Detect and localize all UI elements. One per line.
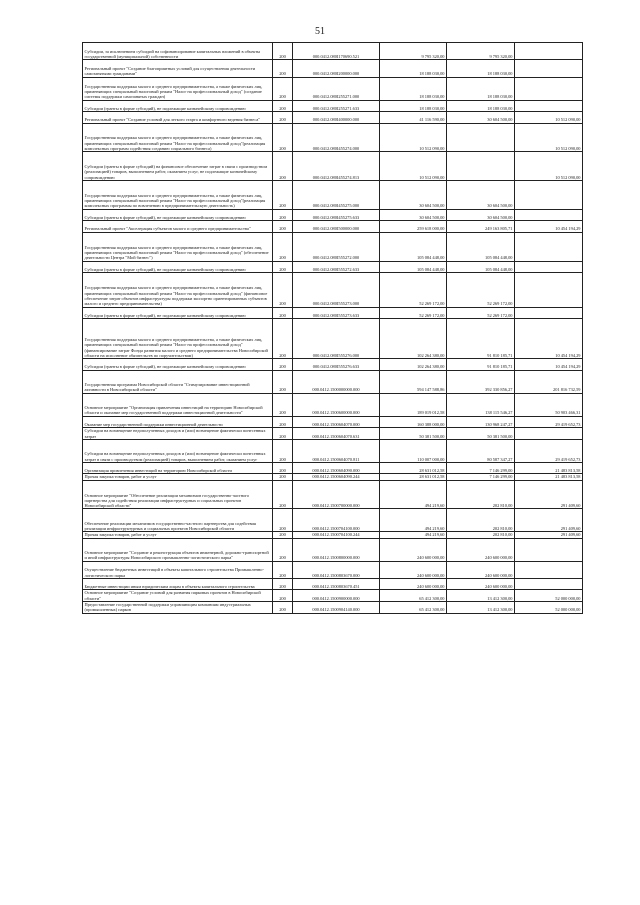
cell-v1: 240 600 000,00 [380,578,447,590]
cell-name: Государственная поддержка малого и среднего предпринимательства, а также физических лиц, применяющих специальный налоговый режим "Налог на профессиональный доход" (создание системы поддержки самозанятых граждан) [83,77,273,100]
cell-name: Государственная поддержка малого и среднего предпринимательства, а также физических лиц, применяющих специальный налоговый режим "Налог на профессиональный доход"(реализация комплексных программы по вовлечению в предпринимательскую деятельность) [83,181,273,210]
cell-code: 200 [273,578,293,590]
cell-v1: 105 084 448,00 [380,261,447,273]
table-row [83,112,583,124]
cell-v3: 201 816 732,59 [515,370,583,393]
cell-name: Региональный проект "Акселерация субъектов малого и среднего предпринимательства" [83,221,273,233]
cell-name: Государственная поддержка малого и среднего предпринимательства, а также физических лиц, применяющих специальный налоговый режим "Налог на профессиональный доход" (финансирование затрат Фонда развития малого и среднего предпринимательства Новосибирской области на исполнение обязательств по поручительствам) [83,319,273,359]
cell-code: 200 [273,428,293,440]
cell-v3: 10 512 090,00 [515,152,583,181]
cell-v1: 105 084 448,00 [380,232,447,261]
cell-v3 [515,561,583,578]
cell-v2: 80 587 347,27 [447,439,515,462]
cell-name: Государственная поддержка малого и среднего предпринимательства, а также физических лиц, применяющих специальный налоговый режим "Налог на профессиональный доход"(реализация комплексных программ cодействия созданию социального бизнеса) [83,123,273,152]
cell-name: Субсидии (гранты в форме субсидий), не подлежащие казначейскому сопровождению [83,100,273,112]
table-row [83,100,583,112]
table-row [83,428,583,440]
cell-v3 [515,273,583,308]
table-row [83,462,583,474]
cell-v3 [515,538,583,561]
cell-v3 [515,60,583,77]
table-row [83,181,583,210]
cell-v3 [515,181,583,210]
budget-table-body [83,43,583,614]
table-row [83,416,583,428]
cell-kcsr: 000.0412.1500800000.000 [293,538,380,561]
cell-v1: 110 007 000,00 [380,439,447,462]
cell-v2: 138 115 546,27 [447,393,515,416]
cell-v2: 30 604 500,00 [447,181,515,210]
cell-v3 [515,43,583,60]
cell-code: 200 [273,307,293,319]
cell-kcsr: 000.0412.080I455275.000 [293,181,380,210]
cell-v1: 494 219,60 [380,480,447,509]
cell-v2: 105 084 448,00 [447,232,515,261]
cell-v2: 202 810,00 [447,509,515,532]
cell-name: Субсидии на возмещение недополученных доходов и (или) возмещение фактически понесенных затрат в связи с производством (реализацией) товаров, выполнением работ, оказанием услуг [83,439,273,462]
cell-kcsr: 000.0412.080I555276.633 [293,359,380,371]
cell-kcsr: 000.0412.1500604090.000 [293,462,380,474]
cell-v1: 240 600 000,00 [380,538,447,561]
cell-v2: 240 600 000,00 [447,538,515,561]
cell-name: Субсидии (гранты в форме субсидий), не подлежащие казначейскому сопровождению [83,209,273,221]
cell-v1: 240 600 000,00 [380,561,447,578]
cell-code: 200 [273,590,293,602]
cell-v3 [515,100,583,112]
cell-code: 200 [273,261,293,273]
table-row [83,77,583,100]
table-row [83,319,583,359]
cell-code: 200 [273,602,293,614]
cell-v1: 18 188 030,00 [380,77,447,100]
cell-kcsr: 000.0412.1500900000.000 [293,590,380,602]
cell-code: 200 [273,319,293,359]
cell-name: Субсидии (гранты в форме субсидий), не подлежащие казначейскому сопровождению [83,359,273,371]
cell-v1: 50 381 500,00 [380,428,447,440]
table-row [83,307,583,319]
cell-v3 [515,232,583,261]
cell-v2: 105 084 448,00 [447,261,515,273]
table-row [83,561,583,578]
cell-kcsr: 000.0412.080I555272.000 [293,232,380,261]
table-row [83,221,583,233]
cell-kcsr: 000.0412.1500904140.000 [293,602,380,614]
cell-name: Основное мероприятие "Создание и реконструкция объектов инженерной, дорожно-транспортной и иной инфраструктуры Новосибирского промышленно-логистического парка" [83,538,273,561]
cell-code: 200 [273,43,293,60]
cell-v2: 18 188 030,00 [447,77,515,100]
cell-v3: 291 409,60 [515,509,583,532]
cell-v2: 202 810,00 [447,532,515,538]
cell-name: Предоставление государственной поддержки управляющим компаниям индустриальных (промышленных) парков [83,602,273,614]
cell-v3 [515,209,583,221]
cell-code: 200 [273,273,293,308]
cell-kcsr: 000.0412.1500604090.244 [293,474,380,480]
cell-code: 200 [273,77,293,100]
cell-v3: 50 903 466,31 [515,393,583,416]
cell-code: 200 [273,232,293,261]
cell-v1: 494 219,60 [380,532,447,538]
cell-code: 200 [273,462,293,474]
cell-code: 200 [273,532,293,538]
cell-name: Организация привлечения инвестиций на территорию Новосибирской области [83,462,273,474]
cell-v3: 291 409,60 [515,480,583,509]
cell-v1: 41 116 590,00 [380,112,447,124]
cell-name: Субсидии на возмещение недополученных доходов и (или) возмещение фактически понесенных затрат [83,428,273,440]
cell-v2: 30 604 500,00 [447,209,515,221]
cell-v1: 10 512 090,00 [380,152,447,181]
table-row [83,152,583,181]
cell-name: Региональный проект "Создание благоприятных условий для осуществления деятельности самозанятыми гражданами" [83,60,273,77]
table-row [83,393,583,416]
cell-v3 [515,307,583,319]
cell-name: Бюджетные инвестиции иным юридическим лицам в объекты капитального строительства [83,578,273,590]
cell-v1: 594 147 588,86 [380,370,447,393]
table-row [83,538,583,561]
cell-code: 200 [273,181,293,210]
cell-v2: 240 600 000,00 [447,561,515,578]
cell-v2: 30 604 500,00 [447,112,515,124]
cell-v1: 160 388 000,00 [380,416,447,428]
cell-v1: 65 412 300,00 [380,602,447,614]
cell-v1: 102 264 380,00 [380,319,447,359]
cell-name: Основное мероприятие "Обеспечение реализации механизмов государственно-частного партнерства для содействия реализации инфраструктурных и социальных проектов Новосибирской области" [83,480,273,509]
cell-v2: 52 269 172,00 [447,273,515,308]
cell-v2: 91 810 185,71 [447,319,515,359]
cell-v1: 494 219,60 [380,509,447,532]
cell-v3: 29 419 652,73 [515,439,583,462]
cell-kcsr: 000.0412.080I455274.813 [293,152,380,181]
cell-code: 200 [273,416,293,428]
cell-kcsr: 000.0412.080I170690.521 [293,43,380,60]
table-row [83,590,583,602]
cell-v2 [447,152,515,181]
cell-v1: 65 412 300,00 [380,590,447,602]
table-row [83,578,583,590]
cell-v3: 52 000 000,00 [515,590,583,602]
cell-kcsr: 000.0412.1500700000.000 [293,480,380,509]
table-row [83,509,583,532]
cell-v1: 9 795 320,00 [380,43,447,60]
cell-code: 200 [273,480,293,509]
cell-kcsr: 000.0412.1500600000.000 [293,393,380,416]
cell-kcsr: 000.0412.1500803670.000 [293,561,380,578]
cell-kcsr: 000.0412.1500000000.000 [293,370,380,393]
cell-kcsr: 000.0412.080I555273.000 [293,273,380,308]
cell-name: Региональный проект "Создание условий для легкого старта и комфортного ведения бизнеса" [83,112,273,124]
budget-table [82,42,583,614]
cell-v1: 28 631 012,58 [380,474,447,480]
cell-v2: 392 330 856,27 [447,370,515,393]
table-row [83,209,583,221]
cell-code: 200 [273,209,293,221]
table-row [83,359,583,371]
cell-kcsr: 000.0412.080I455275.633 [293,209,380,221]
cell-kcsr: 000.0412.1500604070.811 [293,439,380,462]
cell-v3: 29 419 652,73 [515,416,583,428]
cell-code: 200 [273,538,293,561]
cell-v2 [447,123,515,152]
cell-v2: 9 795 320,00 [447,43,515,60]
cell-v3 [515,428,583,440]
table-row [83,480,583,509]
cell-v2: 18 188 030,00 [447,60,515,77]
cell-name: Субсидии (гранты в форме субсидий), не подлежащие казначейскому сопровождению [83,261,273,273]
cell-kcsr: 000.0412.1500604070.631 [293,428,380,440]
cell-v3: 21 483 813,58 [515,474,583,480]
cell-code: 200 [273,112,293,124]
page-number: 51 [315,26,325,37]
table-row [83,602,583,614]
cell-v2: 7 146 299,00 [447,474,515,480]
cell-name: Государственная поддержка малого и среднего предпринимательства, а также физических лиц, применяющих специальный налоговый режим "Налог на профессиональный доход" (финансовое обеспечение затрат объектов инфраструктуры поддержки экспортно ориентированных субъектов малого и среднего предпринимательства) [83,273,273,308]
cell-v2: 52 269 172,00 [447,307,515,319]
cell-name: Обеспечение реализации механизмов государственно-частного партнерства для содействия реализации инфраструктурных и социальных проектов Новосибирской области [83,509,273,532]
cell-v3: 291 409,60 [515,532,583,538]
cell-code: 200 [273,221,293,233]
cell-name: Субсидии (гранты в форме субсидий) на финансовое обеспечение затрат в связи с производством (реализацией) товаров, выполнением работ, оказанием услуг, не подлежащие казначейскому сопровождению [83,152,273,181]
cell-name: Прочая закупка товаров, работ и услуг [83,532,273,538]
cell-v1: 102 264 380,00 [380,359,447,371]
cell-name: Субсидии, за исключением субсидий на софинансирование капитальных вложений в объекты государственной (муниципальной) собственности [83,43,273,60]
cell-kcsr: 000.0412.1500704100.000 [293,509,380,532]
cell-v3 [515,578,583,590]
cell-kcsr: 000.0412.080I255271.000 [293,77,380,100]
cell-kcsr: 000.0412.080I200000.000 [293,60,380,77]
table-row [83,273,583,308]
cell-v2: 13 412 300,00 [447,590,515,602]
cell-v1: 259 618 000,00 [380,221,447,233]
cell-v3 [515,77,583,100]
cell-code: 200 [273,474,293,480]
table-row [83,370,583,393]
cell-v2: 18 188 030,00 [447,100,515,112]
cell-v2: 130 968 247,27 [447,416,515,428]
cell-v2: 249 163 805,71 [447,221,515,233]
cell-v3: 10 454 194,29 [515,319,583,359]
cell-kcsr: 000.0412.080I400000.000 [293,112,380,124]
cell-v1: 28 631 012,58 [380,462,447,474]
table-row [83,261,583,273]
cell-code: 200 [273,123,293,152]
cell-v3: 10 454 194,29 [515,221,583,233]
cell-v1: 52 269 172,00 [380,307,447,319]
table-row [83,60,583,77]
cell-v2: 50 381 500,00 [447,428,515,440]
cell-kcsr: 000.0412.1500704100.244 [293,532,380,538]
cell-kcsr: 000.0412.080I555276.000 [293,319,380,359]
cell-name: Государственная поддержка малого и среднего предпринимательства, а также физических лиц, применяющих специальный налоговый режим "Налог на профессиональный доход" (обеспечение деятельности Центра "Мой бизнес") [83,232,273,261]
cell-code: 200 [273,152,293,181]
cell-v3: 10 454 194,29 [515,359,583,371]
cell-code: 200 [273,370,293,393]
cell-name: Основное мероприятие "Организация привлечения инвестиций на территорию Новосибирской области и оказание мер государственной поддержки инвестиционной деятельности" [83,393,273,416]
cell-name: Субсидии (гранты в форме субсидий), не подлежащие казначейскому сопровождению [83,307,273,319]
cell-v1: 52 269 172,00 [380,273,447,308]
cell-code: 200 [273,561,293,578]
cell-v3: 10 512 090,00 [515,123,583,152]
cell-v1: 18 188 030,00 [380,60,447,77]
cell-v2: 91 810 185,71 [447,359,515,371]
cell-v2: 240 600 000,00 [447,578,515,590]
cell-code: 200 [273,60,293,77]
cell-v1: 30 604 500,00 [380,209,447,221]
cell-code: 200 [273,509,293,532]
cell-kcsr: 000.0412.080I455274.000 [293,123,380,152]
cell-code: 200 [273,100,293,112]
cell-kcsr: 000.0412.1500604070.000 [293,416,380,428]
cell-v3: 10 512 090,00 [515,112,583,124]
cell-kcsr: 000.0412.080I255271.633 [293,100,380,112]
cell-v3: 52 000 000,00 [515,602,583,614]
cell-v1: 189 019 012,58 [380,393,447,416]
table-row [83,43,583,60]
cell-v3 [515,261,583,273]
cell-v3: 21 483 813,58 [515,462,583,474]
cell-code: 200 [273,439,293,462]
cell-kcsr: 000.0412.080I500000.000 [293,221,380,233]
table-row [83,123,583,152]
cell-name: Осуществление бюджетных инвестиций в объекты капитального строительства Промышленно-логистического парка [83,561,273,578]
cell-v1: 30 604 500,00 [380,181,447,210]
table-row [83,232,583,261]
cell-v2: 7 146 299,00 [447,462,515,474]
cell-name: Государственная программа Новосибирской области "Стимулирование инвестиционной активности в Новосибирской области" [83,370,273,393]
cell-code: 200 [273,359,293,371]
cell-v1: 18 188 030,00 [380,100,447,112]
cell-kcsr: 000.0412.1500803670.451 [293,578,380,590]
cell-v2: 13 412 300,00 [447,602,515,614]
cell-name: Оказание мер государственной поддержки инвестиционной деятельности [83,416,273,428]
cell-v2: 202 810,00 [447,480,515,509]
cell-code: 200 [273,393,293,416]
cell-kcsr: 000.0412.080I555273.633 [293,307,380,319]
cell-v1: 10 512 090,00 [380,123,447,152]
cell-name: Прочая закупка товаров, работ и услуг [83,474,273,480]
cell-kcsr: 000.0412.080I555272.633 [293,261,380,273]
table-row [83,439,583,462]
cell-name: Основное мероприятие "Создание условий для развития парковых проектов в Новосибирской области" [83,590,273,602]
